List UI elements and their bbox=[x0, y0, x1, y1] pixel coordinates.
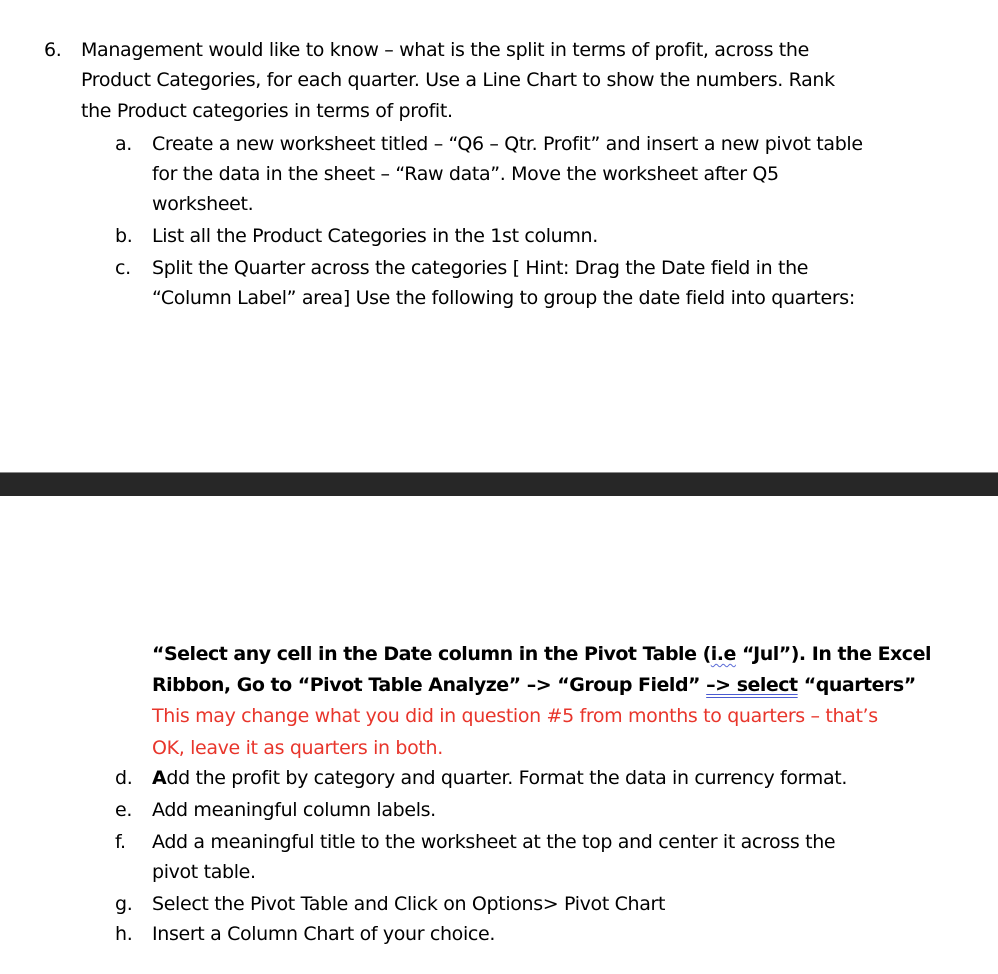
question-number: 6. bbox=[44, 39, 62, 61]
step-text-line: Split the Quarter across the categories [ Hint: Drag the Date field in the bbox=[152, 257, 809, 279]
step-label: d. bbox=[115, 767, 133, 789]
step-label: h. bbox=[115, 923, 133, 945]
note-line: OK, leave it as quarters in both. bbox=[152, 737, 443, 759]
step-label: c. bbox=[115, 257, 131, 279]
spellcheck-flagged-word: i.e bbox=[710, 643, 736, 665]
step-label: e. bbox=[115, 799, 133, 821]
step-label: a. bbox=[115, 133, 132, 155]
step-text-line: worksheet. bbox=[152, 193, 254, 215]
step-text-line: Add the profit by category and quarter. Format the data in currency format. bbox=[152, 767, 848, 789]
instruction-line: Ribbon, Go to “Pivot Table Analyze” –> “Group Field” –> select “quarters” bbox=[152, 674, 916, 696]
question-text-line: Management would like to know – what is the split in terms of profit, across the bbox=[81, 39, 809, 61]
question-text-line: Product Categories, for each quarter. Use a Line Chart to show the numbers. Rank bbox=[81, 69, 835, 91]
step-text-line: Add meaningful column labels. bbox=[152, 799, 436, 821]
note-line: This may change what you did in question #5 from months to quarters – that’s bbox=[152, 705, 878, 727]
page-divider-band bbox=[0, 472, 998, 496]
step-text-line: for the data in the sheet – “Raw data”. Move the worksheet after Q5 bbox=[152, 163, 779, 185]
grammar-flagged-text: –> select bbox=[706, 674, 798, 696]
step-text-line: pivot table. bbox=[152, 861, 256, 883]
instruction-line: “Select any cell in the Date column in the Pivot Table (i.e “Jul”). In the Excel bbox=[152, 643, 931, 665]
step-text-line: Insert a Column Chart of your choice. bbox=[152, 923, 496, 945]
question-text-line: the Product categories in terms of profit. bbox=[81, 100, 453, 122]
step-text-line: Add a meaningful title to the worksheet at the top and center it across the bbox=[152, 831, 836, 853]
step-label: b. bbox=[115, 225, 133, 247]
step-text-line: Create a new worksheet titled – “Q6 – Qtr. Profit” and insert a new pivot table bbox=[152, 133, 863, 155]
step-label: g. bbox=[115, 893, 133, 915]
step-text-line: “Column Label” area] Use the following to group the date field into quarters: bbox=[152, 287, 855, 309]
step-label: f. bbox=[115, 831, 126, 853]
step-text-line: List all the Product Categories in the 1st column. bbox=[152, 225, 598, 247]
step-text-line: Select the Pivot Table and Click on Options> Pivot Chart bbox=[152, 893, 666, 915]
